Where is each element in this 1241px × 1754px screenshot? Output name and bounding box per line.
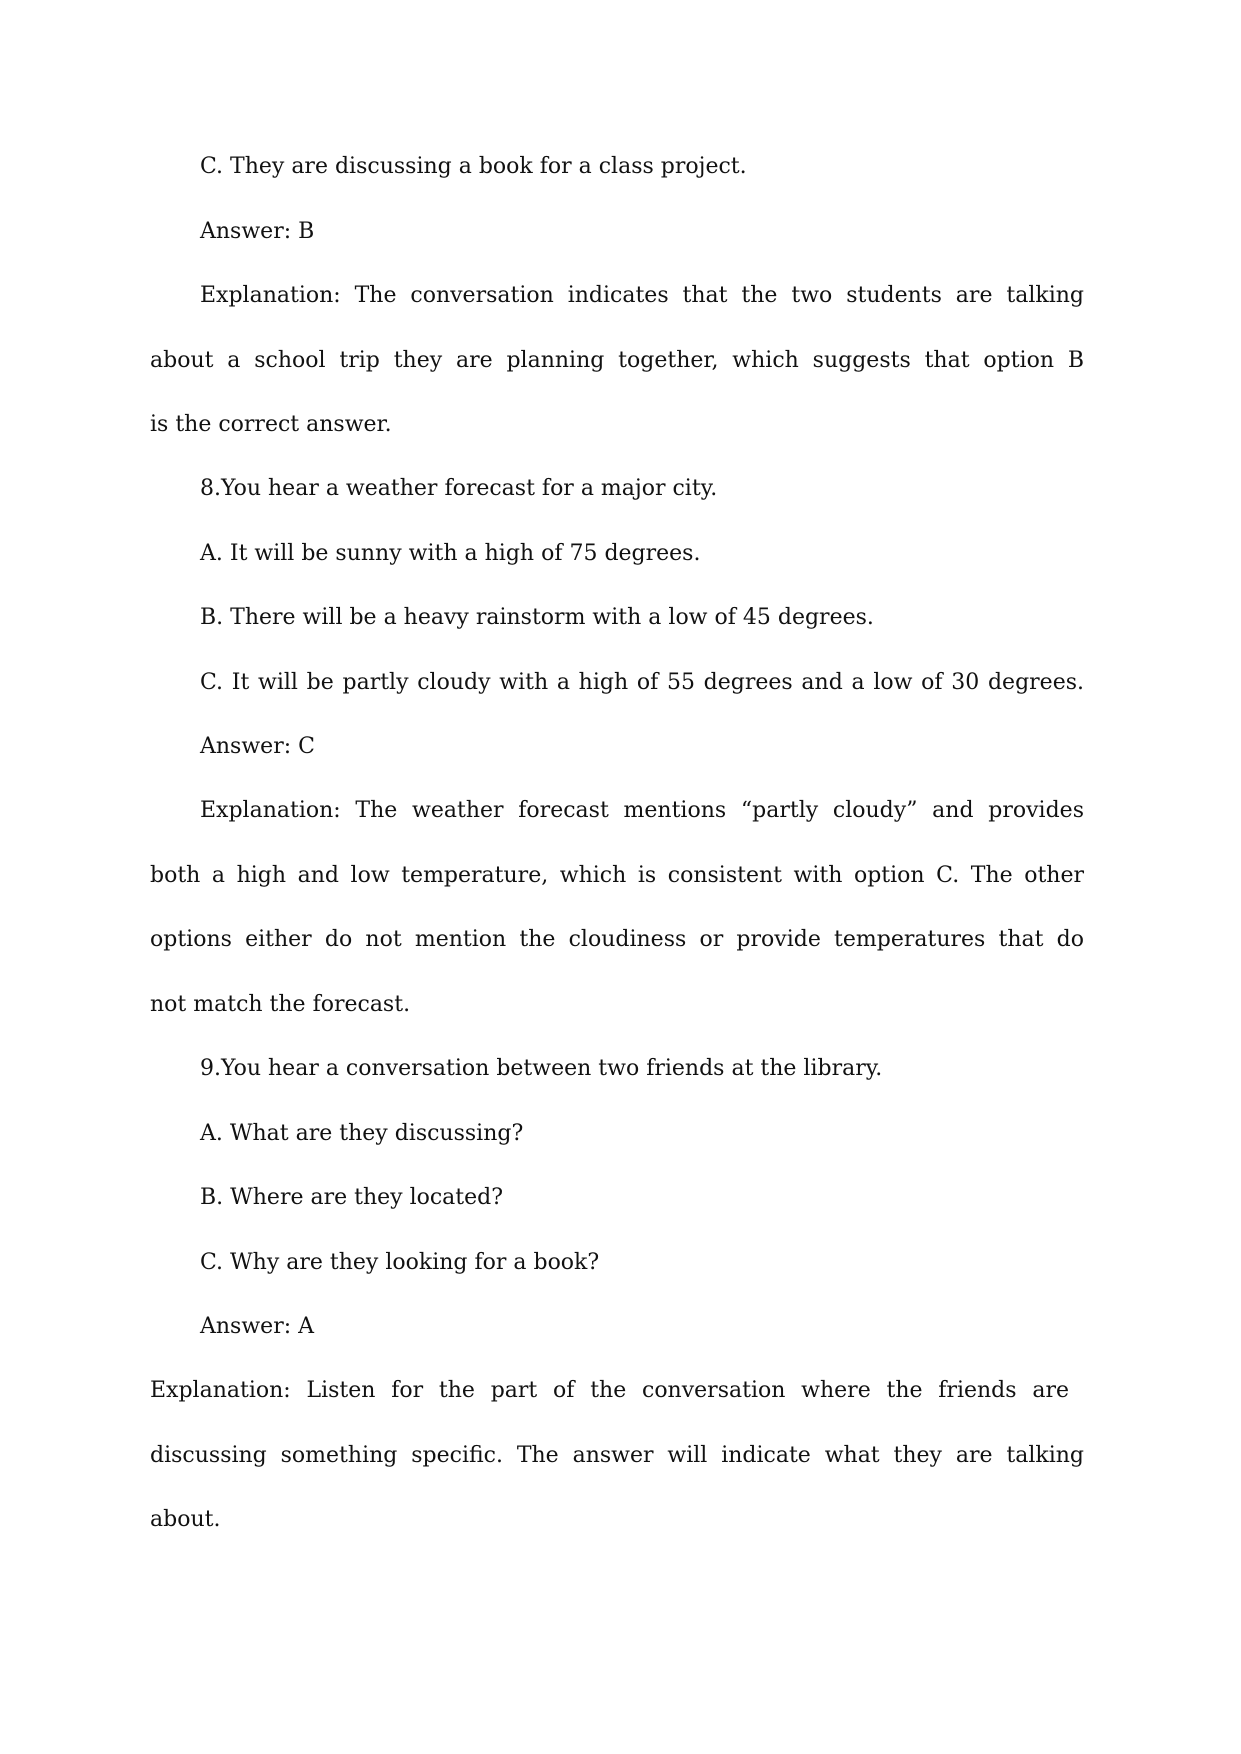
q8-explanation-line-1: Explanation: The weather forecast mentions “partly cloudy” and provides xyxy=(200,798,1084,823)
q9-option-a: A. What are they discussing? xyxy=(200,1121,524,1146)
q8-option-b: B. There will be a heavy rainstorm with a low of 45 degrees. xyxy=(200,605,874,630)
q8-question: 8.You hear a weather forecast for a major city. xyxy=(200,476,718,501)
q7-explanation-line-2: about a school trip they are planning together, which suggests that option B xyxy=(150,348,1084,373)
q9-answer: Answer: A xyxy=(200,1314,315,1339)
q7-explanation-line-1: Explanation: The conversation indicates that the two students are talking xyxy=(200,283,1084,308)
q9-option-b: B. Where are they located? xyxy=(200,1185,504,1210)
q8-option-c: C. It will be partly cloudy with a high of 55 degrees and a low of 30 degrees. xyxy=(200,670,1084,695)
q8-option-a: A. It will be sunny with a high of 75 degrees. xyxy=(200,541,701,566)
q9-question: 9.You hear a conversation between two friends at the library. xyxy=(200,1056,883,1081)
q8-explanation-line-3: options either do not mention the cloudiness or provide temperatures that do xyxy=(150,927,1084,952)
q9-explanation-line-2: discussing something specific. The answer will indicate what they are talking xyxy=(150,1443,1084,1468)
q9-option-c: C. Why are they looking for a book? xyxy=(200,1250,600,1275)
q7-explanation-line-3: is the correct answer. xyxy=(150,412,392,437)
q8-explanation-line-4: not match the forecast. xyxy=(150,992,411,1017)
q8-answer: Answer: C xyxy=(200,734,315,759)
q9-explanation-line-3: about. xyxy=(150,1507,221,1532)
q7-option-c: C. They are discussing a book for a class project. xyxy=(200,154,747,179)
q7-answer: Answer: B xyxy=(200,219,315,244)
q8-explanation-line-2: both a high and low temperature, which is consistent with option C. The other xyxy=(150,863,1084,888)
q9-explanation-line-1: Explanation: Listen for the part of the conversation where the friends are xyxy=(150,1378,1069,1403)
